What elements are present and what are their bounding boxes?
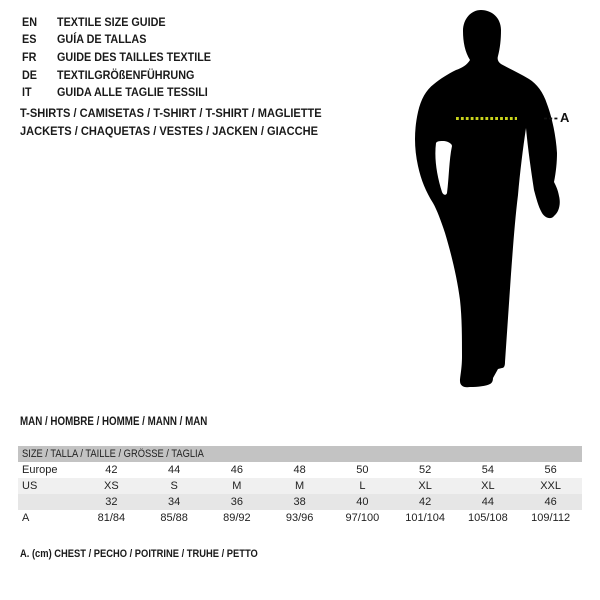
table-cell: XL [481, 479, 495, 492]
table-cell: 46 [230, 463, 243, 476]
table-cell: M [295, 479, 305, 492]
table-cell: 38 [293, 495, 306, 508]
table-cell: XXL [540, 479, 562, 492]
language-code: IT [22, 85, 32, 100]
size-table-header-label: SIZE / TALLA / TAILLE / GRÖSSE / TAGLIA [22, 447, 204, 460]
language-code: FR [22, 49, 37, 64]
table-cell: S [170, 479, 178, 492]
table-cell: 93/96 [285, 512, 314, 525]
table-cell: 54 [481, 463, 494, 476]
table-row-chest-cm [18, 510, 582, 526]
table-cell: 109/112 [531, 512, 571, 525]
table-cell: 42 [419, 495, 432, 508]
table-cell: 101/104 [405, 512, 445, 525]
language-title: TEXTILGRÖßENFÜHRUNG [57, 67, 195, 82]
table-cell: 81/84 [97, 512, 126, 525]
table-cell: 97/100 [345, 512, 380, 525]
section-title-man: MAN / HOMBRE / HOMME / MANN / MAN [20, 416, 208, 428]
table-cell: 105/108 [467, 512, 508, 525]
language-code: ES [22, 32, 37, 47]
table-row-label: US [22, 479, 38, 492]
language-title: GUIDA ALLE TAGLIE TESSILI [57, 85, 208, 100]
table-cell: 46 [544, 495, 557, 508]
language-title: GUIDE DES TAILLES TEXTILE [57, 49, 212, 64]
language-code: EN [22, 14, 38, 29]
table-cell: 42 [105, 463, 118, 476]
table-row-us [18, 478, 582, 494]
size-table-header [18, 446, 582, 462]
table-cell: M [232, 479, 242, 492]
category-jackets: JACKETS / CHAQUETAS / VESTES / JACKEN / GIACCHE [20, 124, 319, 138]
language-code: DE [22, 67, 38, 82]
table-cell: 32 [105, 495, 118, 508]
table-cell: L [359, 479, 366, 492]
language-title: TEXTILE SIZE GUIDE [57, 14, 166, 29]
table-cell: 44 [481, 495, 494, 508]
language-title: GUÍA DE TALLAS [57, 32, 147, 47]
man-silhouette-shape [415, 10, 560, 387]
table-row-us-numeric [18, 494, 582, 510]
measure-label-a: A [560, 110, 570, 125]
table-cell: 36 [230, 495, 243, 508]
table-row-label: A [22, 512, 30, 525]
table-cell: 50 [356, 463, 369, 476]
size-table [18, 446, 582, 526]
table-cell: 48 [293, 463, 306, 476]
table-row-europe [18, 462, 582, 478]
table-cell: 85/88 [160, 512, 188, 525]
table-cell: 56 [544, 463, 557, 476]
table-cell: XS [104, 479, 119, 492]
table-cell: 52 [419, 463, 432, 476]
category-tshirts: T-SHIRTS / CAMISETAS / T-SHIRT / T-SHIRT / MAGLIETTE [20, 106, 322, 120]
footnote-chest: A. (cm) CHEST / PECHO / POITRINE / TRUHE / PETTO [20, 548, 258, 560]
table-cell: 89/92 [223, 512, 251, 525]
table-cell: 34 [168, 495, 181, 508]
table-cell: 40 [356, 495, 369, 508]
table-cell: XL [418, 479, 432, 492]
table-cell: 44 [168, 463, 181, 476]
table-row-label: Europe [22, 463, 58, 476]
